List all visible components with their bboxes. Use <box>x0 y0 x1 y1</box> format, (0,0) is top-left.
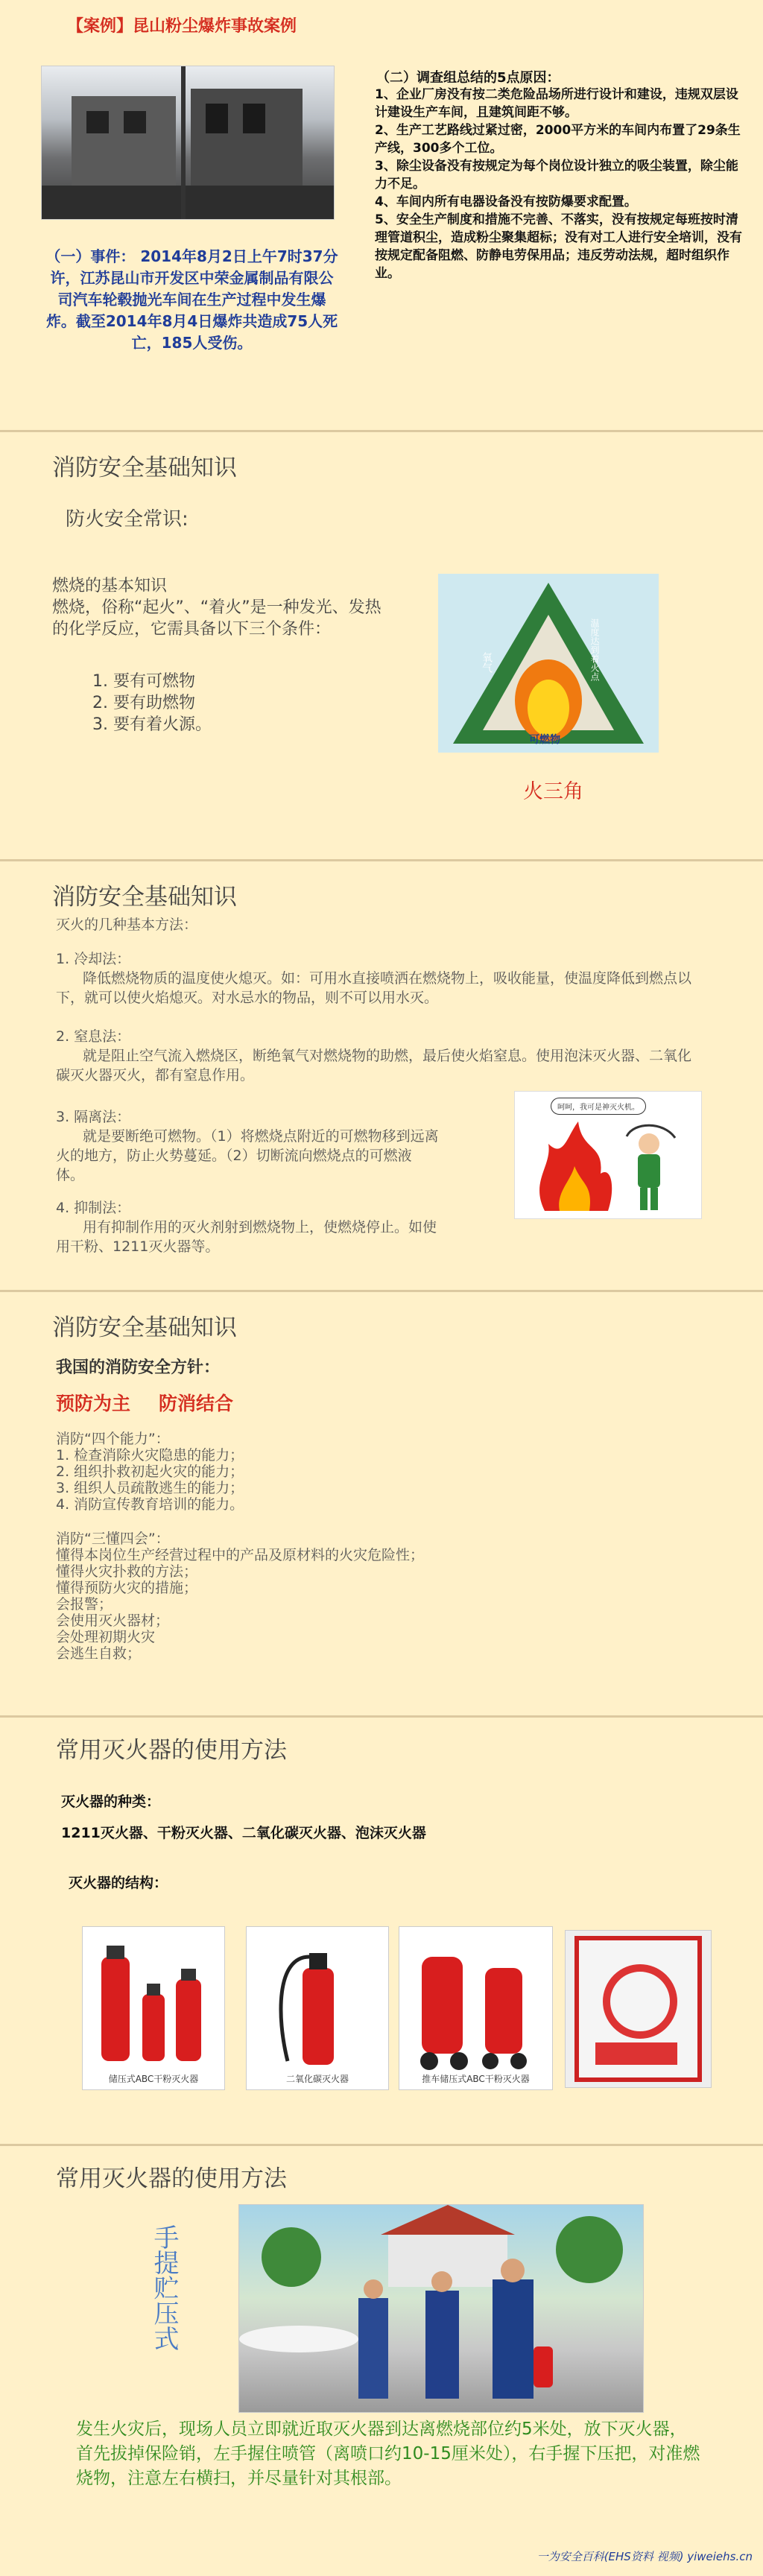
cartoon-speech-bubble: 呵呵，我可是神灭火机。 <box>551 1098 646 1115</box>
slide-fire-basics <box>0 432 763 859</box>
method-body: 用有抑制作用的灭火剂射到燃烧物上，使燃烧停止。如使用干粉、1211灭火器等。 <box>56 1219 437 1255</box>
ability-4: 4. 消防宣传教育培训的能力。 <box>56 1496 244 1513</box>
co2-extinguisher-photo <box>246 1926 389 2090</box>
three-understand-four-can <box>56 1531 424 1662</box>
policy-prevention: 预防为主 <box>56 1393 131 1414</box>
ability-3: 3. 组织人员疏散逃生的能力； <box>56 1480 244 1496</box>
slide-extinguishing-methods <box>0 861 763 1290</box>
slide-fire-policy <box>0 1292 763 1715</box>
method-body: 降低燃烧物质的温度使火熄灭。如：可用水直接喷洒在燃烧物上，吸收能量，使温度降低到燃点以下，就可以使火焰熄灭。对水忌水的物品，则不可以用水灭。 <box>56 970 692 1006</box>
cart-extinguisher-photo <box>399 1926 553 2090</box>
cause-4: 4、车间内所有电器设备没有按防爆要求配置。 <box>375 194 637 209</box>
triangle-label-fuel: 可燃物 <box>529 734 560 746</box>
combustion-body: 燃烧的基本知识 燃烧，俗称“起火”、“着火”是一种发光、发热的化学反应，它需具备以下三个条件： <box>52 577 382 639</box>
ability-2: 2. 组织扑救初起火灾的能力； <box>56 1463 244 1480</box>
types-heading: 灭火器的种类： <box>61 1794 161 1810</box>
usage-instructions: 发生火灾后，现场人员立即就近取灭火器到达离燃烧部位约5米处，放下灭火器，首先拔掉保险销，左手握住喷管（离喷口约10-15厘米处），右手握下压把，对准燃烧物，注意左右横扫，并尽量针对其根部。 <box>76 2420 700 2488</box>
slide-title: 常用灭火器的使用方法 <box>56 2165 287 2192</box>
slide-title: 消防安全基础知识 <box>52 455 237 481</box>
condition-3: 3. 要有着火源。 <box>92 715 212 734</box>
slide-title: 消防安全基础知识 <box>52 1314 237 1341</box>
policy-heading: 我国的消防安全方针： <box>56 1358 221 1377</box>
method-body: 就是要断绝可燃物。（1）将燃烧点附近的可燃物移到远离火的地方，防止火势蔓延。（2）切断流向燃烧点的可燃液体。 <box>56 1128 439 1183</box>
method-heading: 4. 抑制法： <box>56 1200 131 1216</box>
event-text: （一）事件： 2014年8月2日上午7时37分许，江苏昆山市开发区中荣金属制品有限公司汽车轮毂抛光车间在生产过程中发生爆炸。截至2014年8月4日爆炸共造成75人死亡，185人受伤。 <box>45 247 338 352</box>
slide-accident-case <box>0 0 763 430</box>
cause-5: 5、安全生产制度和措施不完善、不落实，没有按规定每班按时清理管道积尘，造成粉尘聚集超标；没有对工人进行安全培训，没有按规定配备阻燃、防静电劳保用品；违反劳动法规，超时组织作业。 <box>375 212 742 281</box>
subtitle: 防火安全常识: <box>66 508 189 531</box>
method-suffocation <box>56 1027 697 1085</box>
cause-1: 1、企业厂房没有按二类危险品场所进行设计和建设，违规双层设计建设生产车间，且建筑间距不够。 <box>375 87 738 120</box>
triangle-label-oxygen: 氧气 <box>481 652 493 673</box>
extinguisher-training-photo <box>238 2204 644 2413</box>
firefighter-cartoon <box>514 1091 702 1219</box>
photo-label: 储压式ABC干粉灭火器 <box>108 2074 199 2084</box>
structure-heading: 灭火器的结构： <box>69 1875 168 1891</box>
method-heading: 1. 冷却法： <box>56 951 131 967</box>
item-2: 懂得火灾扑救的方法； <box>56 1563 198 1580</box>
item-7: 会逃生自救； <box>56 1645 142 1662</box>
abc-powder-extinguisher-photo <box>82 1926 225 2090</box>
method-heading: 2. 窒息法： <box>56 1028 131 1045</box>
causes-list <box>375 86 744 282</box>
method-body: 就是阻止空气流入燃烧区，断绝氧气对燃烧物的助燃，最后使火焰窒息。使用泡沫灭火器、二氧化碳灭火器灭火，都有窒息作用。 <box>56 1048 692 1083</box>
policy-combination: 防消结合 <box>159 1393 234 1414</box>
causes-title: （二）调查组总结的5点原因： <box>376 70 560 86</box>
method-cooling <box>56 949 697 1007</box>
slide-extinguisher-usage <box>0 2146 763 2576</box>
ability-1: 1. 检查消除火灾隐患的能力； <box>56 1447 244 1463</box>
subtitle: 灭火的几种基本方法： <box>56 917 198 933</box>
fire-triangle-image <box>438 574 659 753</box>
fire-triangle-caption: 火三角 <box>523 780 583 803</box>
footer-source: 一为安全百科(EHS资料 视频) yiweiehs.cn <box>536 2550 753 2563</box>
condition-1: 1. 要有可燃物 <box>92 672 195 691</box>
types-list: 1211灭火器、干粉灭火器、二氧化碳灭火器、泡沫灭火器 <box>61 1825 426 1841</box>
method-isolation <box>56 1107 440 1185</box>
four-abilities <box>56 1431 244 1513</box>
item-1: 懂得本岗位生产经营过程中的产品及原材料的火灾危险性； <box>56 1547 425 1563</box>
item-6: 会处理初期火灾 <box>56 1629 156 1645</box>
triangle-label-temperature: 温度达到着火点 <box>589 618 600 681</box>
method-inhibition <box>56 1198 440 1256</box>
item-4: 会报警； <box>56 1596 113 1613</box>
slide-extinguisher-types <box>0 1718 763 2144</box>
method-heading: 3. 隔离法： <box>56 1109 131 1125</box>
three-four-heading: 消防“三懂四会”： <box>56 1531 170 1547</box>
photo-label: 二氧化碳灭火器 <box>285 2074 349 2084</box>
case-heading: 【案例】昆山粉尘爆炸事故案例 <box>67 17 297 36</box>
cause-3: 3、除尘设备没有按规定为每个岗位设计独立的吸尘装置，除尘能力不足。 <box>375 159 738 192</box>
slide-title: 常用灭火器的使用方法 <box>56 1737 287 1764</box>
fire-hose-cabinet-photo <box>565 1930 712 2088</box>
cause-2: 2、生产工艺路线过紧过密，2000平方米的车间内布置了29条生产线，300多个工位。 <box>375 123 741 156</box>
item-5: 会使用灭火器材； <box>56 1613 170 1629</box>
vertical-type-label: 手提贮压式 <box>149 2224 179 2351</box>
condition-2: 2. 要有助燃物 <box>92 694 195 712</box>
factory-ruins-photo <box>41 66 335 220</box>
item-3: 懂得预防火灾的措施； <box>56 1580 198 1596</box>
slide-title: 消防安全基础知识 <box>52 884 237 911</box>
conditions-list <box>92 671 212 735</box>
four-abilities-heading: 消防“四个能力”： <box>56 1431 170 1447</box>
photo-label: 推车储压式ABC干粉灭火器 <box>422 2074 530 2084</box>
